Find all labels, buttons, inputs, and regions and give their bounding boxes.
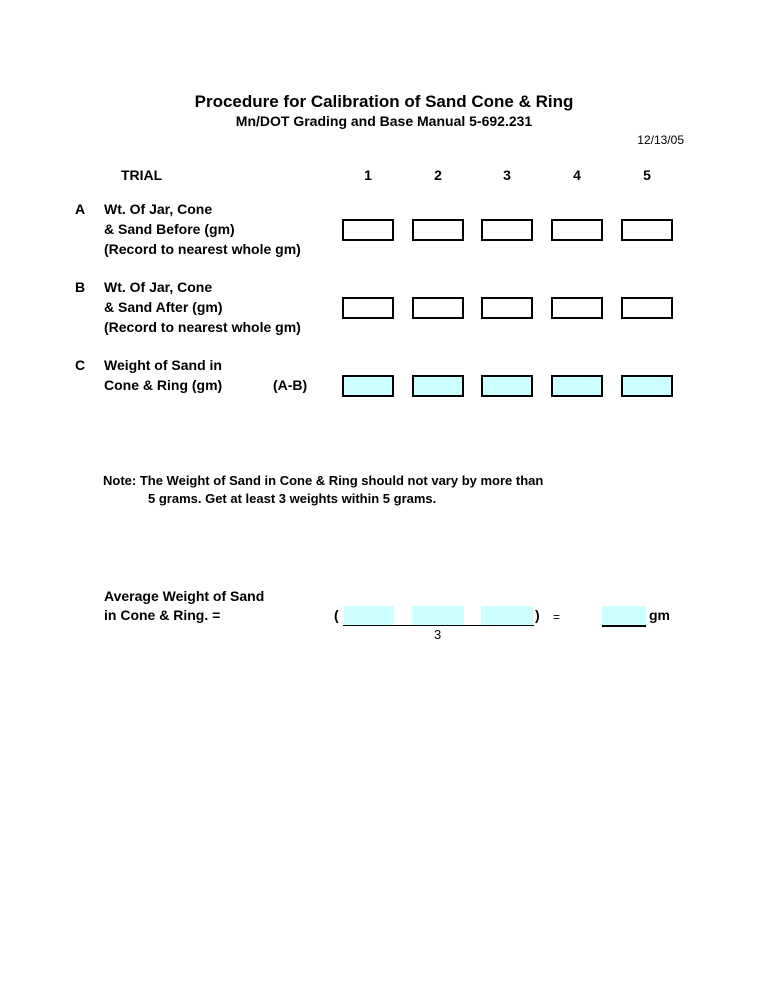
document-date: 12/13/05 — [637, 133, 684, 147]
row-c-trial-4-cell — [551, 375, 603, 397]
average-label-line-1: Average Weight of Sand — [104, 588, 265, 604]
trial-column-3: 3 — [503, 167, 511, 183]
average-divisor: 3 — [434, 627, 442, 642]
row-b-label-line-3: (Record to nearest whole gm) — [104, 319, 301, 335]
row-a-trial-2-cell[interactable] — [412, 219, 464, 241]
average-unit: gm — [649, 607, 670, 623]
row-c-trial-3-cell — [481, 375, 533, 397]
average-close-paren: ) — [535, 607, 540, 623]
trial-header: TRIAL — [121, 167, 163, 183]
row-letter-a: A — [75, 201, 86, 217]
note-line-1: Note: The Weight of Sand in Cone & Ring should not vary by more than — [103, 473, 544, 488]
row-letter-c: C — [75, 357, 86, 373]
row-b-label-line-1: Wt. Of Jar, Cone — [104, 279, 213, 295]
row-a-trial-1-cell[interactable] — [342, 219, 394, 241]
average-result-underline — [602, 625, 646, 627]
row-a-trial-4-cell[interactable] — [551, 219, 603, 241]
average-open-paren: ( — [334, 607, 339, 623]
trial-column-1: 1 — [364, 167, 372, 183]
average-value-3-cell — [481, 606, 533, 625]
row-a-label-line-1: Wt. Of Jar, Cone — [104, 201, 213, 217]
row-c-trial-2-cell — [412, 375, 464, 397]
average-fraction-line — [343, 625, 534, 626]
row-c-label-line-2: Cone & Ring (gm) — [104, 377, 223, 393]
trial-column-5: 5 — [643, 167, 651, 183]
row-b-trial-4-cell[interactable] — [551, 297, 603, 319]
row-b-trial-1-cell[interactable] — [342, 297, 394, 319]
average-result-cell — [602, 606, 646, 625]
row-b-trial-5-cell[interactable] — [621, 297, 673, 319]
row-letter-b: B — [75, 279, 86, 295]
row-b-trial-2-cell[interactable] — [412, 297, 464, 319]
row-a-trial-3-cell[interactable] — [481, 219, 533, 241]
trial-column-2: 2 — [434, 167, 442, 183]
row-a-label-line-3: (Record to nearest whole gm) — [104, 241, 301, 257]
page-title: Procedure for Calibration of Sand Cone & Ring — [194, 92, 574, 111]
average-equals-sign: = — [553, 610, 561, 624]
average-label-line-2: in Cone & Ring. = — [104, 607, 221, 623]
row-b-trial-3-cell[interactable] — [481, 297, 533, 319]
row-c-trial-5-cell — [621, 375, 673, 397]
note-line-2: 5 grams. Get at least 3 weights within 5 grams. — [148, 491, 437, 506]
trial-column-4: 4 — [573, 167, 581, 183]
row-a-label-line-2: & Sand Before (gm) — [104, 221, 235, 237]
page-subtitle: Mn/DOT Grading and Base Manual 5-692.231 — [235, 113, 533, 129]
row-c-label-line-1: Weight of Sand in — [104, 357, 222, 373]
average-value-2-cell — [412, 606, 464, 625]
row-a-trial-5-cell[interactable] — [621, 219, 673, 241]
row-c-formula: (A-B) — [273, 377, 308, 393]
average-value-1-cell — [344, 606, 394, 625]
row-b-label-line-2: & Sand After (gm) — [104, 299, 223, 315]
row-c-trial-1-cell — [342, 375, 394, 397]
